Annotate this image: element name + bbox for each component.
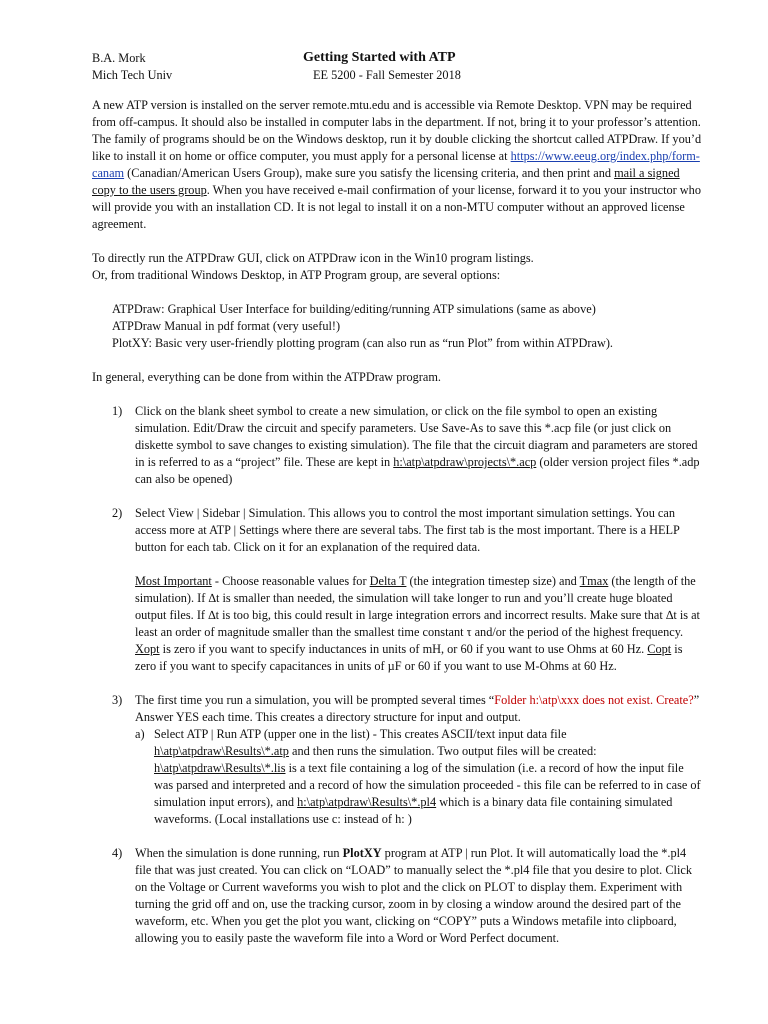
general-note: In general, everything can be done from within the ATPDraw program. (92, 370, 441, 384)
atp-file-path: h\atp\atpdraw\Results\*.atp (154, 744, 289, 758)
substep-letter: a) (135, 727, 145, 741)
author-name: B.A. Mork (92, 51, 146, 65)
step-number: 3) (112, 693, 123, 707)
mail-copy-text: mail a signed copy to the users group (92, 166, 680, 197)
document-header (92, 50, 704, 84)
pl4-file-path: h:\atp\atpdraw\Results\*.pl4 (297, 795, 437, 809)
folder-prompt-text: Folder h:\atp\xxx does not exist. Create? (494, 693, 694, 707)
intro-paragraph: A new ATP version is installed on the server remote.mtu.edu and is accessible via Remote Desktop. VPN may be required from off-campus. It should also be installed in computer labs in the department. If not, bring it to your professor’s attention. The family of programs should be on the Windows desktop, run it by double clicking the shortcut called ATPDraw. If you’d like to install it on home or office computer, you must apply for a personal license at https://www.eeug.org/index.php/form-canam (Canadian/American Users Group), make sure you satisfy the licensing criteria, and then print and mail a signed copy to the users group. When you have received e-mail confirmation of your license, forward it to you your instructor who will provide you with an installation CD. It is not legal to install it on a non-MTU computer without an approved license agreement. (92, 98, 702, 231)
step-number: 4) (112, 846, 123, 860)
university-name: Mich Tech Univ (92, 68, 173, 82)
run-line-1: To directly run the ATPDraw GUI, click on ATPDraw icon in the Win10 program listings. (92, 251, 534, 265)
document-page (92, 50, 704, 947)
plotxy-name: PlotXY (342, 846, 382, 860)
most-important-paragraph: Most Important - Choose reasonable values for Delta T (the integration timestep size) and Tmax (the length of the simulation). If ∆t is smaller than needed, the simulation will take longer to run and you’ll create huge bloated output files. If ∆t is too big, this could result in large integration errors and incorrect results. Make sure that ∆t is at least an order of magnitude smaller than the smallest time constant τ and/or the period of the highest frequency. Xopt is zero if you want to specify inductances in units of mH, or 60 if you want to use Ohms at 60 Hz. Copt is zero if you want to specify capacitances in units of µF or 60 if you want to use M-Ohms at 60 Hz. (135, 574, 700, 673)
step-3: 3) The first time you run a simulation, you will be prompted several times “Folder h:\atp\xxx does not exist. Create?” Answer YES each time. This creates a directory structure for input and output. (112, 693, 700, 724)
project-path: h:\atp\atpdraw\projects\*.acp (393, 455, 537, 469)
license-link[interactable]: https://www.eeug.org/index.php/form-canam (92, 149, 700, 180)
option-plotxy: PlotXY: Basic very user-friendly plotting program (can also run as “run Plot” from within ATPDraw). (112, 336, 613, 350)
program-options-list (92, 301, 704, 352)
step-4: 4) When the simulation is done running, run PlotXY program at ATP | run Plot. It will automatically load the *.pl4 file that was just created. You can click on “LOAD” to manually select the *.pl4 file that you desire to plot. Click on the Voltage or Current waveforms you wish to plot and the click on PLOT to display them. Experiment with turning the grid off and on, use the tracking cursor, zoom in by closing a window around the desired part of the waveform, etc. When you get the plot you want, clicking on “COPY” puts a Windows metafile into clipboard, allowing you to easily paste the waveform file into a Word or Word Perfect document. (112, 846, 692, 945)
course-info: EE 5200 - Fall Semester 2018 (313, 68, 461, 82)
run-instructions (92, 250, 704, 284)
option-manual: ATPDraw Manual in pdf format (very useful!) (112, 319, 341, 333)
lis-file-path: h\atp\atpdraw\Results\*.lis (154, 761, 286, 775)
step-number: 2) (112, 506, 123, 520)
step-1: 1) Click on the blank sheet symbol to create a new simulation, or click on the file symbol to open an existing simulation. Edit/Draw the circuit and specify parameters. Use Save-As to save this *.acp file (or just click on diskette symbol to save changes to existing simulation). The file that the circuit diagram and parameters are stored in is referred to as a “project” file. These are kept in h:\atp\atpdraw\projects\*.acp (older version project files *.adp can also be opened) (112, 404, 700, 486)
step-number: 1) (112, 404, 123, 418)
run-line-2: Or, from traditional Windows Desktop, in ATP Program group, are several options: (92, 268, 501, 282)
step-2: 2) Select View | Sidebar | Simulation. This allows you to control the most important simulation settings. You can access more at ATP | Settings where there are several tabs. The first tab is the most important. There is a HELP button for each tab. Click on it for an explanation of the required data. Most Important - Choose reasonable values for Delta T (the integration timestep size) and Tmax (the length of the simulation). If ∆t is smaller than needed, the simulation will take longer to run and you’ll create huge bloated output files. If ∆t is too big, this could result in large integration errors and incorrect results. Make sure that ∆t is at least an order of magnitude smaller than the smallest time constant τ and/or the period of the highest frequency. Xopt is zero if you want to specify inductances in units of mH, or 60 if you want to use Ohms at 60 Hz. Copt is zero if you want to specify capacitances in units of µF or 60 if you want to use M-Ohms at 60 Hz. (92, 505, 704, 675)
document-title: Getting Started with ATP (303, 50, 456, 65)
option-atpdraw: ATPDraw: Graphical User Interface for building/editing/running ATP simulations (same as above) (112, 302, 596, 316)
step-3a: a) Select ATP | Run ATP (upper one in the list) - This creates ASCII/text input data file h\atp\atpdraw\Results\*.atp and then runs the simulation. Two output files will be created: h\atp\atpdraw\Results\*.lis is a text file containing a log of the simulation (i.e. a record of how the input file was parsed and interpreted and a record of how the simulation proceeded - this file can be referred to in case of simulation input errors), and h:\atp\atpdraw\Results\*.pl4 which is a binary data file containing simulated waveforms. (Local installations use c: instead of h: ) (135, 727, 701, 826)
